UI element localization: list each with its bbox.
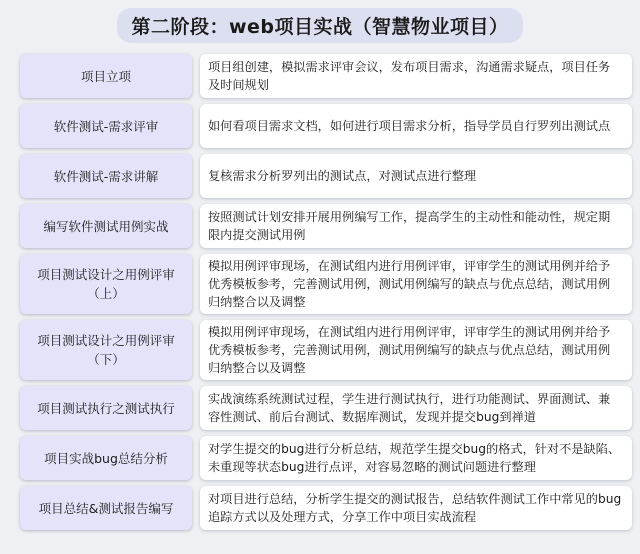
row-description: 模拟用例评审现场，在测试组内进行用例评审，评审学生的测试用例并给予优秀模板参考，完善测试用例，测试用例编写的缺点与优点总结，测试用例归纳整合以及调整: [200, 320, 632, 380]
row-label: 软件测试-需求评审: [20, 104, 192, 148]
table-row: [20, 436, 632, 480]
table-row: [20, 386, 632, 430]
row-label: 项目测试设计之用例评审（上）: [20, 254, 192, 314]
row-label: 项目测试设计之用例评审（下）: [20, 320, 192, 380]
row-label: 项目测试执行之测试执行: [20, 386, 192, 430]
row-label: 项目立项: [20, 54, 192, 98]
course-table: [20, 54, 632, 530]
table-row: [20, 320, 632, 380]
table-row: [20, 54, 632, 98]
row-label: 项目实战bug总结分析: [20, 436, 192, 480]
table-row: [20, 154, 632, 198]
table-row: [20, 104, 632, 148]
row-description: 复核需求分析罗列出的测试点，对测试点进行整理: [200, 154, 632, 198]
row-label: 编写软件测试用例实战: [20, 204, 192, 248]
row-label: 软件测试-需求讲解: [20, 154, 192, 198]
table-row: [20, 254, 632, 314]
page-title: 第二阶段：web项目实战（智慧物业项目）: [117, 8, 522, 43]
row-description: 模拟用例评审现场，在测试组内进行用例评审，评审学生的测试用例并给予优秀模板参考，完善测试用例，测试用例编写的缺点与优点总结，测试用例归纳整合以及调整: [200, 254, 632, 314]
row-description: 实战演练系统测试过程，学生进行测试执行，进行功能测试、界面测试、兼容性测试、前后台测试、数据库测试，发现并提交bug到禅道: [200, 386, 632, 430]
row-description: 项目组创建，模拟需求评审会议，发布项目需求，沟通需求疑点，项目任务及时间规划: [200, 54, 632, 98]
page-title-wrapper: [0, 8, 640, 43]
table-row: [20, 204, 632, 248]
row-description: 按照测试计划安排开展用例编写工作，提高学生的主动性和能动性，规定期限内提交测试用例: [200, 204, 632, 248]
row-description: 对学生提交的bug进行分析总结，规范学生提交bug的格式，针对不是缺陷、未重现等状态bug进行点评，对容易忽略的测试问题进行整理: [200, 436, 632, 480]
table-row: [20, 486, 632, 530]
row-description: 如何看项目需求文档，如何进行项目需求分析，指导学员自行罗列出测试点: [200, 104, 632, 148]
row-label: 项目总结&测试报告编写: [20, 486, 192, 530]
row-description: 对项目进行总结，分析学生提交的测试报告，总结软件测试工作中常见的bug追踪方式以及处理方式，分享工作中项目实战流程: [200, 486, 632, 530]
